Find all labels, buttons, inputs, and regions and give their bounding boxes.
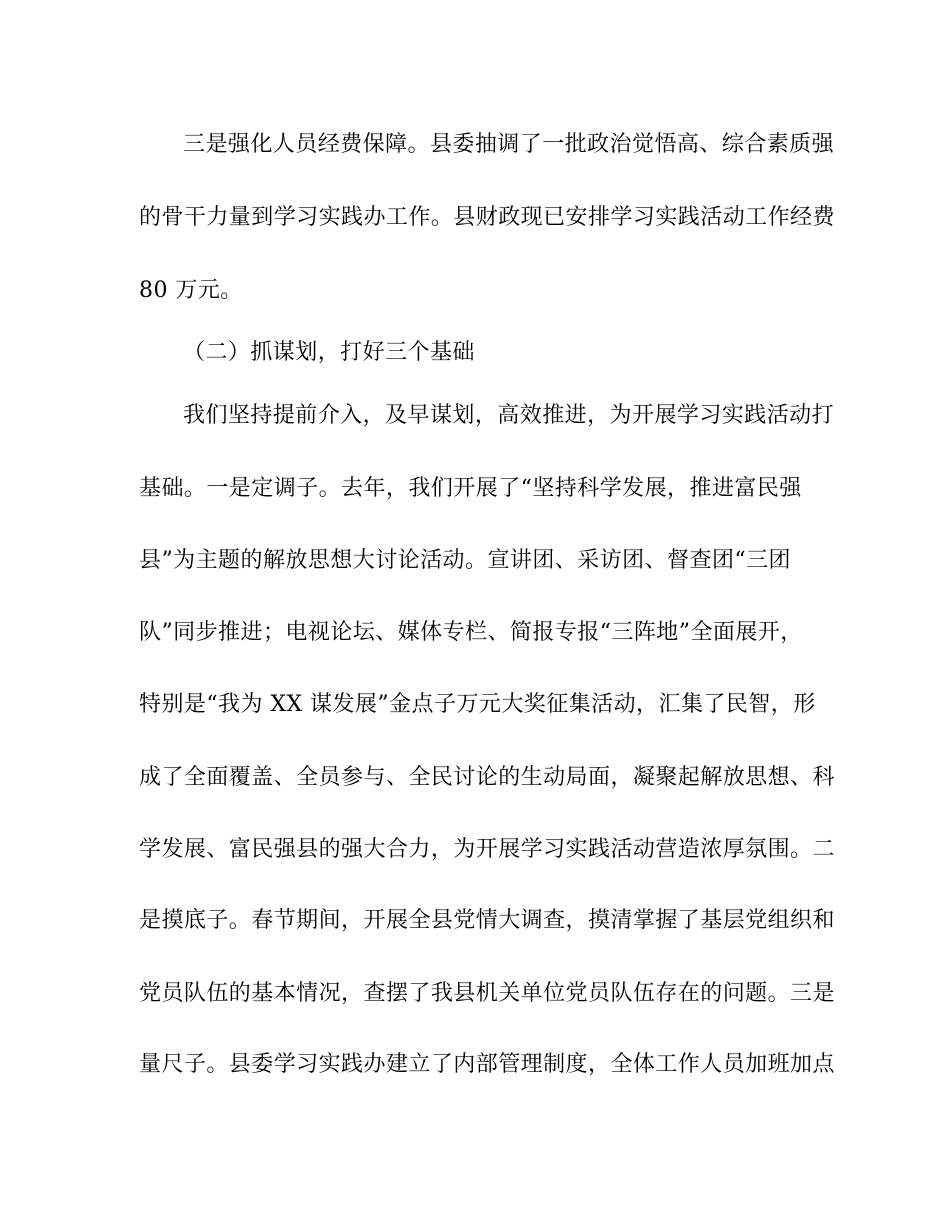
- section-heading: （二）抓谋划，打好三个基础: [183, 340, 475, 365]
- paragraph-line-11: 学发展、富民强县的强大合力，为开展学习实践活动营造浓厚氛围。二: [139, 837, 835, 862]
- paragraph-line-5: 我们坚持提前介入，及早谋划，高效推进，为开展学习实践活动打: [183, 403, 835, 428]
- paragraph-line-13: 党员队伍的基本情况，查摆了我县机关单位党员队伍存在的问题。三是: [139, 981, 835, 1006]
- paragraph-line-14: 量尺子。县委学习实践办建立了内部管理制度，全体工作人员加班加点: [139, 1052, 835, 1077]
- paragraph-line-3: 80 万元。: [139, 278, 243, 303]
- paragraph-line-12: 是摸底子。春节期间，开展全县党情大调查，摸清掌握了基层党组织和: [139, 908, 835, 933]
- paragraph-line-7: 县”为主题的解放思想大讨论活动。宣讲团、采访团、督查团“三团: [139, 548, 791, 573]
- paragraph-line-10: 成了全面覆盖、全员参与、全民讨论的生动局面，凝聚起解放思想、科: [139, 765, 835, 790]
- paragraph-line-8: 队”同步推进；电视论坛、媒体专栏、简报专报“三阵地”全面展开，: [139, 620, 803, 645]
- paragraph-line-2: 的骨干力量到学习实践办工作。县财政现已安排学习实践活动工作经费: [139, 205, 835, 230]
- paragraph-line-6: 基础。一是定调子。去年，我们开展了“坚持科学发展，推进富民强: [139, 476, 802, 501]
- paragraph-line-1: 三是强化人员经费保障。县委抽调了一批政治觉悟高、综合素质强: [183, 132, 835, 157]
- paragraph-line-9: 特别是“我为 XX 谋发展”金点子万元大奖征集活动，汇集了民智，形: [139, 692, 816, 717]
